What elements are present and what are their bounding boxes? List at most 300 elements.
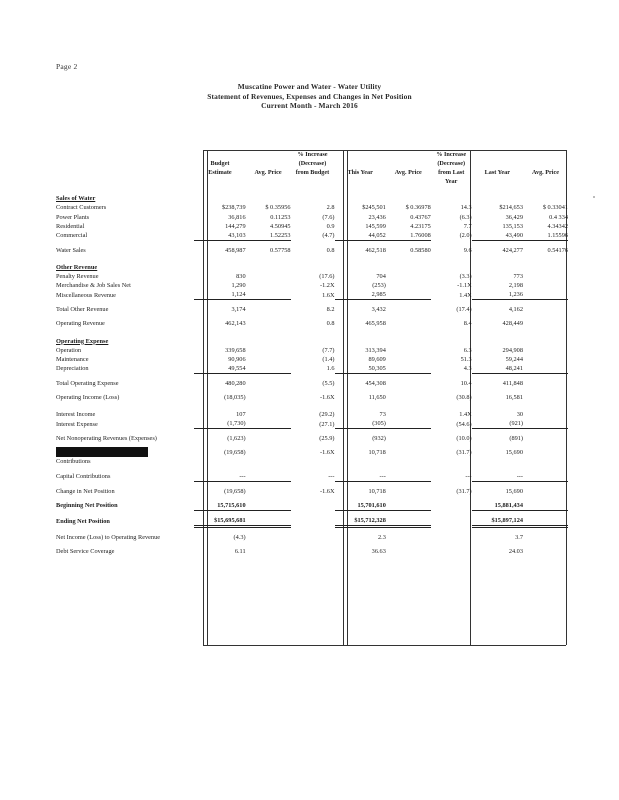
cell-pct-from-last-year: 6.3 xyxy=(463,346,472,354)
row-label: Total Other Revenue xyxy=(56,306,109,314)
cell-avg-price-budget xyxy=(246,419,291,429)
cell-pct-from-budget: -1.6X xyxy=(319,393,335,401)
table-row xyxy=(56,337,568,346)
header-spacer xyxy=(472,150,523,159)
cell-avg-price-this-year xyxy=(386,487,431,496)
cell-last-year: $214,653 xyxy=(499,204,523,212)
header-avg-price-budget: Avg. Price xyxy=(254,169,282,177)
header-pct-budget-1: % Increase xyxy=(297,151,328,158)
cell-budget-estimate: 1,124 xyxy=(194,290,245,300)
cell-avg-price-last-year: $ 0.33041 xyxy=(542,204,568,212)
spacer-cell xyxy=(386,255,431,263)
cell-pct-from-last-year: 14.3 xyxy=(460,204,472,212)
spacer-cell xyxy=(386,457,431,466)
cell-avg-price-budget xyxy=(246,393,291,402)
cell-this-year: 145,599 xyxy=(365,222,386,230)
cell-avg-price-this-year xyxy=(386,448,431,457)
table-row xyxy=(56,281,568,290)
cell-pct-from-last-year: (30.8) xyxy=(456,393,472,401)
header-spacer xyxy=(194,150,245,159)
cell-avg-price-budget xyxy=(246,319,291,328)
header-spacer xyxy=(194,177,245,186)
cell-this-year: 2.3 xyxy=(377,533,386,541)
cell-last-year: 428,449 xyxy=(502,320,523,328)
cell-avg-price-last-year xyxy=(523,379,568,388)
report-title-line-1: Muscatine Power and Water - Water Utility xyxy=(237,82,382,91)
spacer-cell xyxy=(56,186,194,194)
table-row xyxy=(56,501,568,511)
spacer-cell xyxy=(523,255,568,263)
cell-pct-from-last-year: 1.4X xyxy=(459,291,472,299)
spacer-cell xyxy=(194,402,245,410)
spacer-cell xyxy=(472,186,523,194)
spacer-cell xyxy=(523,457,568,466)
cell-avg-price-budget xyxy=(246,355,291,364)
cell-pct-from-budget: (27.1) xyxy=(319,420,335,428)
cell-avg-price-budget xyxy=(246,533,291,542)
table-row xyxy=(56,186,568,194)
spacer-cell xyxy=(291,402,335,410)
cell-avg-price-last-year xyxy=(523,272,568,281)
cell-pct-from-budget: (29.2) xyxy=(319,411,335,419)
spacer-cell xyxy=(56,255,194,263)
cell-this-year: (305) xyxy=(335,419,386,429)
cell-last-year: (891) xyxy=(509,435,523,443)
row-label: Net Income (Loss) to Operating Revenue xyxy=(56,533,161,541)
cell-this-year: 2,985 xyxy=(335,290,386,300)
cell-avg-price-last-year xyxy=(523,448,568,457)
header-spacer xyxy=(335,177,386,186)
cell-pct-from-budget: -1.6X xyxy=(319,449,335,457)
cell-last-year: (921) xyxy=(472,419,523,429)
cell-pct-from-last-year: 9.6 xyxy=(463,246,472,254)
table-row xyxy=(56,547,568,556)
cell-avg-price-last-year xyxy=(523,364,568,374)
section-header-operating-expense: Operating Expense xyxy=(56,337,109,345)
cell-avg-price-this-year: 0.43767 xyxy=(410,213,431,221)
spacer-cell xyxy=(335,457,386,466)
cell-pct-from-last-year: 7.7 xyxy=(463,222,472,230)
cell-last-year: 30 xyxy=(516,411,523,419)
cell-budget-estimate: 3,174 xyxy=(231,306,246,314)
cell-this-year: 10,718 xyxy=(368,487,386,495)
row-label-continued: Contributions xyxy=(56,458,91,466)
header-spacer xyxy=(246,150,291,159)
cell-avg-price-this-year xyxy=(386,379,431,388)
table-row xyxy=(56,319,568,328)
header-spacer xyxy=(472,159,523,168)
header-spacer xyxy=(56,168,194,177)
cell-pct-from-last-year: -1.1X xyxy=(457,282,472,290)
table-row xyxy=(56,355,568,364)
table-row xyxy=(56,213,568,222)
cell-last-year: 15,690 xyxy=(505,487,523,495)
table-row xyxy=(56,159,568,168)
row-label: Power Plants xyxy=(56,213,90,221)
table-row xyxy=(56,516,568,527)
cell-last-year: 36,429 xyxy=(505,213,523,221)
spacer-cell xyxy=(291,457,335,466)
cell-avg-price-this-year xyxy=(386,434,431,443)
spacer-cell xyxy=(472,255,523,263)
header-budget-2: Estimate xyxy=(208,169,232,177)
table-row xyxy=(56,346,568,355)
cell-avg-price-budget xyxy=(246,290,291,300)
cell-avg-price-last-year: 1.15596 xyxy=(523,231,568,241)
table-row xyxy=(56,177,568,186)
cell-last-year: 411,848 xyxy=(502,379,523,387)
cell-avg-price-this-year: $ 0.36978 xyxy=(405,204,431,212)
spacer-cell xyxy=(246,329,291,337)
cell-budget-estimate: 36,816 xyxy=(228,213,246,221)
cell-pct-from-last-year: (31.7) xyxy=(456,487,472,495)
table-row xyxy=(56,222,568,231)
cell-budget-estimate: 6.11 xyxy=(234,548,246,555)
cell-avg-price-this-year: 4.23175 xyxy=(410,222,431,230)
cell-avg-price-last-year xyxy=(523,501,568,511)
cell-avg-price-last-year xyxy=(523,547,568,556)
header-spacer xyxy=(386,159,431,168)
cell-avg-price-budget: 0.57758 xyxy=(270,246,291,254)
cell-budget-estimate: (19,658) xyxy=(224,449,246,457)
cell-pct-from-last-year xyxy=(431,533,472,542)
cell-avg-price-this-year xyxy=(386,393,431,402)
header-spacer xyxy=(335,159,386,168)
spacer-cell xyxy=(472,329,523,337)
table-row xyxy=(56,246,568,255)
cell-budget-estimate: (1,623) xyxy=(227,435,246,443)
cell-this-year: 50,305 xyxy=(335,364,386,374)
header-avg-price-this: Avg. Price xyxy=(394,169,422,177)
cell-budget-estimate: (1,730) xyxy=(194,419,245,429)
cell-pct-from-last-year: (3.3) xyxy=(459,273,472,281)
cell-budget-estimate: $15,695,681 xyxy=(194,516,245,527)
cell-avg-price-budget: $ 0.35956 xyxy=(265,204,291,212)
cell-pct-from-last-year: 51.3 xyxy=(460,355,472,363)
cell-avg-price-last-year xyxy=(523,393,568,402)
cell-budget-estimate: 1,290 xyxy=(231,282,246,290)
header-spacer xyxy=(523,159,568,168)
cell-budget-estimate: 144,279 xyxy=(225,222,246,230)
spacer-cell xyxy=(386,329,431,337)
cell-avg-price-this-year xyxy=(386,419,431,429)
cell-avg-price-last-year xyxy=(523,533,568,542)
cell-this-year: (932) xyxy=(372,435,386,443)
cell-last-year: 48,241 xyxy=(472,364,523,374)
cell-this-year: 704 xyxy=(376,273,386,281)
cell-pct-from-budget: (4.7) xyxy=(322,232,335,240)
cell-last-year: 59,244 xyxy=(505,355,523,363)
cell-avg-price-budget: 4.50945 xyxy=(270,222,291,230)
spacer-cell xyxy=(335,255,386,263)
cell-pct-from-last-year xyxy=(431,501,472,511)
cell-last-year: 16,581 xyxy=(505,393,523,401)
header-pct-last-2: (Decrease) xyxy=(437,160,466,168)
spacer-cell xyxy=(431,186,472,194)
cell-this-year: 11,650 xyxy=(368,393,386,401)
cell-avg-price-budget xyxy=(246,364,291,374)
header-spacer xyxy=(56,150,194,159)
row-label: Ending Net Position xyxy=(56,518,110,526)
cell-last-year: 15,690 xyxy=(505,449,523,457)
cell-last-year: 24.03 xyxy=(508,548,523,555)
cell-last-year: --- xyxy=(472,472,523,482)
redaction-bar xyxy=(56,447,148,457)
cell-avg-price-budget: 1.52253 xyxy=(246,231,291,241)
header-spacer xyxy=(291,177,335,186)
cell-budget-estimate: 15,715,610 xyxy=(194,501,245,511)
row-label: Operating Revenue xyxy=(56,320,105,328)
cell-budget-estimate: 43,103 xyxy=(194,231,245,241)
cell-avg-price-this-year xyxy=(386,355,431,364)
spacer-cell xyxy=(386,402,431,410)
header-this-year: This Year xyxy=(347,169,373,177)
cell-pct-from-budget: (25.9) xyxy=(319,435,335,443)
table-row xyxy=(56,305,568,314)
spacer-cell xyxy=(472,402,523,410)
table-row xyxy=(56,203,568,212)
cell-avg-price-this-year xyxy=(386,305,431,314)
cell-this-year: (253) xyxy=(372,282,386,290)
cell-avg-price-this-year xyxy=(386,410,431,419)
cell-avg-price-last-year xyxy=(523,419,568,429)
cell-pct-from-budget xyxy=(291,547,335,556)
spacer-cell xyxy=(291,329,335,337)
cell-pct-from-budget: 8.2 xyxy=(326,306,335,314)
row-label: Debt Service Coverage xyxy=(56,548,115,555)
cell-this-year: $15,712,328 xyxy=(335,516,386,527)
row-label: Interest Expense xyxy=(56,420,98,428)
row-label: Water Sales xyxy=(56,246,86,254)
spacer-cell xyxy=(194,329,245,337)
cell-avg-price-budget xyxy=(246,281,291,290)
spacer-cell xyxy=(291,255,335,263)
cell-last-year: 1,236 xyxy=(472,290,523,300)
cell-avg-price-budget xyxy=(246,487,291,496)
cell-pct-from-last-year: (31.7) xyxy=(456,449,472,457)
cell-last-year: 424,277 xyxy=(502,246,523,254)
cell-this-year: 454,308 xyxy=(365,379,386,387)
row-label: Operating Income (Loss) xyxy=(56,393,120,401)
spacer-cell xyxy=(291,186,335,194)
cell-avg-price-this-year xyxy=(386,472,431,482)
spacer-cell xyxy=(523,186,568,194)
spacer-cell xyxy=(431,255,472,263)
header-pct-budget-3: from Budget xyxy=(295,169,330,177)
table-row xyxy=(56,272,568,281)
header-spacer xyxy=(472,177,523,186)
cell-avg-price-budget xyxy=(246,379,291,388)
cell-avg-price-last-year: 0.4 334 xyxy=(549,213,568,221)
spacer-cell xyxy=(386,186,431,194)
cell-avg-price-budget xyxy=(246,434,291,443)
cell-avg-price-this-year xyxy=(386,346,431,355)
cell-last-year: $15,897,124 xyxy=(472,516,523,527)
cell-avg-price-last-year xyxy=(523,410,568,419)
cell-this-year: $245,501 xyxy=(362,204,386,212)
cell-last-year: 773 xyxy=(513,273,523,281)
cell-avg-price-last-year xyxy=(523,472,568,482)
cell-this-year: 89,609 xyxy=(368,355,386,363)
spacer-cell xyxy=(431,457,472,466)
row-label: Depreciation xyxy=(56,365,89,373)
cell-budget-estimate: 49,554 xyxy=(194,364,245,374)
header-spacer xyxy=(523,150,568,159)
cell-this-year: 465,958 xyxy=(365,320,386,328)
cell-pct-from-last-year xyxy=(431,547,472,556)
spacer-cell xyxy=(194,255,245,263)
spacer-cell xyxy=(335,186,386,194)
table-row xyxy=(56,419,568,429)
cell-pct-from-last-year: 8.4 xyxy=(463,320,472,328)
cell-avg-price-last-year xyxy=(523,290,568,300)
cell-last-year: 294,908 xyxy=(502,346,523,354)
cell-pct-from-budget: 1.6X xyxy=(322,291,335,299)
cell-this-year: 23,436 xyxy=(368,213,386,221)
header-pct-last-3: from Last xyxy=(438,169,465,177)
cell-this-year: 313,394 xyxy=(365,346,386,354)
cell-avg-price-this-year xyxy=(386,319,431,328)
header-pct-budget-2: (Decrease) xyxy=(298,160,327,168)
header-spacer xyxy=(386,177,431,186)
cell-last-year: 43,490 xyxy=(472,231,523,241)
cell-last-year: 4,162 xyxy=(508,306,523,314)
header-spacer xyxy=(246,159,291,168)
cell-last-year: 2,198 xyxy=(508,282,523,290)
cell-this-year: 10,718 xyxy=(368,449,386,457)
spacer-cell xyxy=(246,402,291,410)
table-row xyxy=(56,457,568,466)
cell-last-year: 135,153 xyxy=(502,222,523,230)
cell-avg-price-budget xyxy=(246,272,291,281)
section-header-other-revenue: Other Revenue xyxy=(56,263,98,271)
cell-avg-price-this-year xyxy=(386,501,431,511)
spacer-cell xyxy=(194,186,245,194)
cell-avg-price-this-year xyxy=(386,281,431,290)
table-row xyxy=(56,231,568,241)
cell-avg-price-last-year xyxy=(523,319,568,328)
row-label: Interest Income xyxy=(56,411,96,419)
row-label: Commercial xyxy=(56,232,88,240)
header-spacer xyxy=(335,150,386,159)
table-row xyxy=(56,487,568,496)
report-title-line-2: Statement of Revenues, Expenses and Changes in Net Position xyxy=(207,91,412,101)
row-label: Residential xyxy=(56,222,85,230)
cell-pct-from-budget: --- xyxy=(328,473,335,481)
cell-pct-from-last-year: (17.4) xyxy=(456,306,472,314)
cell-budget-estimate: 830 xyxy=(236,273,246,281)
cell-avg-price-last-year xyxy=(523,355,568,364)
header-budget-1: Budget xyxy=(210,160,230,168)
cell-avg-price-last-year xyxy=(523,516,568,527)
table-row xyxy=(56,434,568,443)
cell-budget-estimate: (18,035) xyxy=(224,393,246,401)
cell-avg-price-this-year xyxy=(386,272,431,281)
spacer-cell xyxy=(335,402,386,410)
table-row xyxy=(56,290,568,300)
cell-avg-price-last-year xyxy=(523,305,568,314)
cell-last-year: 15,881,434 xyxy=(472,501,523,511)
cell-avg-price-this-year xyxy=(386,364,431,374)
header-pct-last-4: Year xyxy=(445,178,458,186)
cell-avg-price-last-year xyxy=(523,346,568,355)
cell-pct-from-budget: 0.9 xyxy=(326,222,335,230)
spacer-cell xyxy=(246,186,291,194)
row-label: Contract Customers xyxy=(56,204,107,212)
cell-avg-price-last-year xyxy=(523,487,568,496)
cell-avg-price-this-year xyxy=(386,533,431,542)
header-avg-price-last: Avg. Price xyxy=(531,169,559,177)
row-label: Beginning Net Position xyxy=(56,502,118,510)
header-spacer xyxy=(56,159,194,168)
cell-avg-price-this-year: 1.76008 xyxy=(386,231,431,241)
header-spacer xyxy=(246,177,291,186)
row-label: Total Operating Expense xyxy=(56,379,119,387)
table-row xyxy=(56,533,568,542)
cell-avg-price-budget xyxy=(246,501,291,511)
spacer-cell xyxy=(472,457,523,466)
cell-this-year: 462,518 xyxy=(365,246,386,254)
cell-pct-from-last-year: (54.6) xyxy=(456,420,472,428)
cell-pct-from-last-year: (6.3) xyxy=(459,213,472,221)
cell-pct-from-budget: -1.6X xyxy=(319,487,335,495)
cell-avg-price-this-year xyxy=(386,290,431,300)
table-row xyxy=(56,194,568,203)
cell-pct-from-budget: (7.6) xyxy=(322,213,335,221)
cell-pct-from-budget xyxy=(291,516,335,527)
cell-pct-from-last-year: 4.3 xyxy=(463,365,472,373)
cell-last-year: 3.7 xyxy=(515,533,523,541)
cell-this-year: 73 xyxy=(379,411,386,419)
table-row xyxy=(56,255,568,263)
cell-pct-from-budget: (1.4) xyxy=(322,355,335,363)
cell-budget-estimate: 339,658 xyxy=(225,346,246,354)
header-spacer xyxy=(523,177,568,186)
table-row xyxy=(56,393,568,402)
page-label: Page 2 xyxy=(56,62,78,71)
spacer-cell xyxy=(194,457,245,466)
spacer-cell xyxy=(56,329,194,337)
scan-artifact xyxy=(593,196,595,198)
spacer-cell xyxy=(523,329,568,337)
cell-pct-from-last-year: 10.4 xyxy=(460,379,472,387)
table-bottom-rule xyxy=(203,645,566,646)
financial-statement-table xyxy=(56,150,568,556)
header-spacer xyxy=(386,150,431,159)
table-row xyxy=(56,379,568,388)
cell-avg-price-last-year xyxy=(523,281,568,290)
table-row xyxy=(56,472,568,482)
spacer-cell xyxy=(246,255,291,263)
spacer-cell xyxy=(431,402,472,410)
table-row xyxy=(56,263,568,272)
section-header-sales-of-water: Sales of Water xyxy=(56,195,96,203)
cell-budget-estimate: 480,280 xyxy=(225,379,246,387)
cell-pct-from-last-year: (10.0) xyxy=(456,435,472,443)
cell-pct-from-budget: (17.6) xyxy=(319,273,335,281)
cell-avg-price-budget xyxy=(246,472,291,482)
cell-pct-from-budget: -1.2X xyxy=(319,282,335,290)
cell-pct-from-budget: 2.8 xyxy=(326,204,335,212)
cell-budget-estimate: 458,987 xyxy=(225,246,246,254)
spacer-cell xyxy=(431,329,472,337)
cell-pct-from-budget: (5.5) xyxy=(322,379,335,387)
cell-this-year: --- xyxy=(335,472,386,482)
cell-this-year: 3,432 xyxy=(371,306,386,314)
header-spacer xyxy=(56,177,194,186)
row-label: Capital Contributions xyxy=(56,473,111,481)
table-row xyxy=(56,150,568,159)
